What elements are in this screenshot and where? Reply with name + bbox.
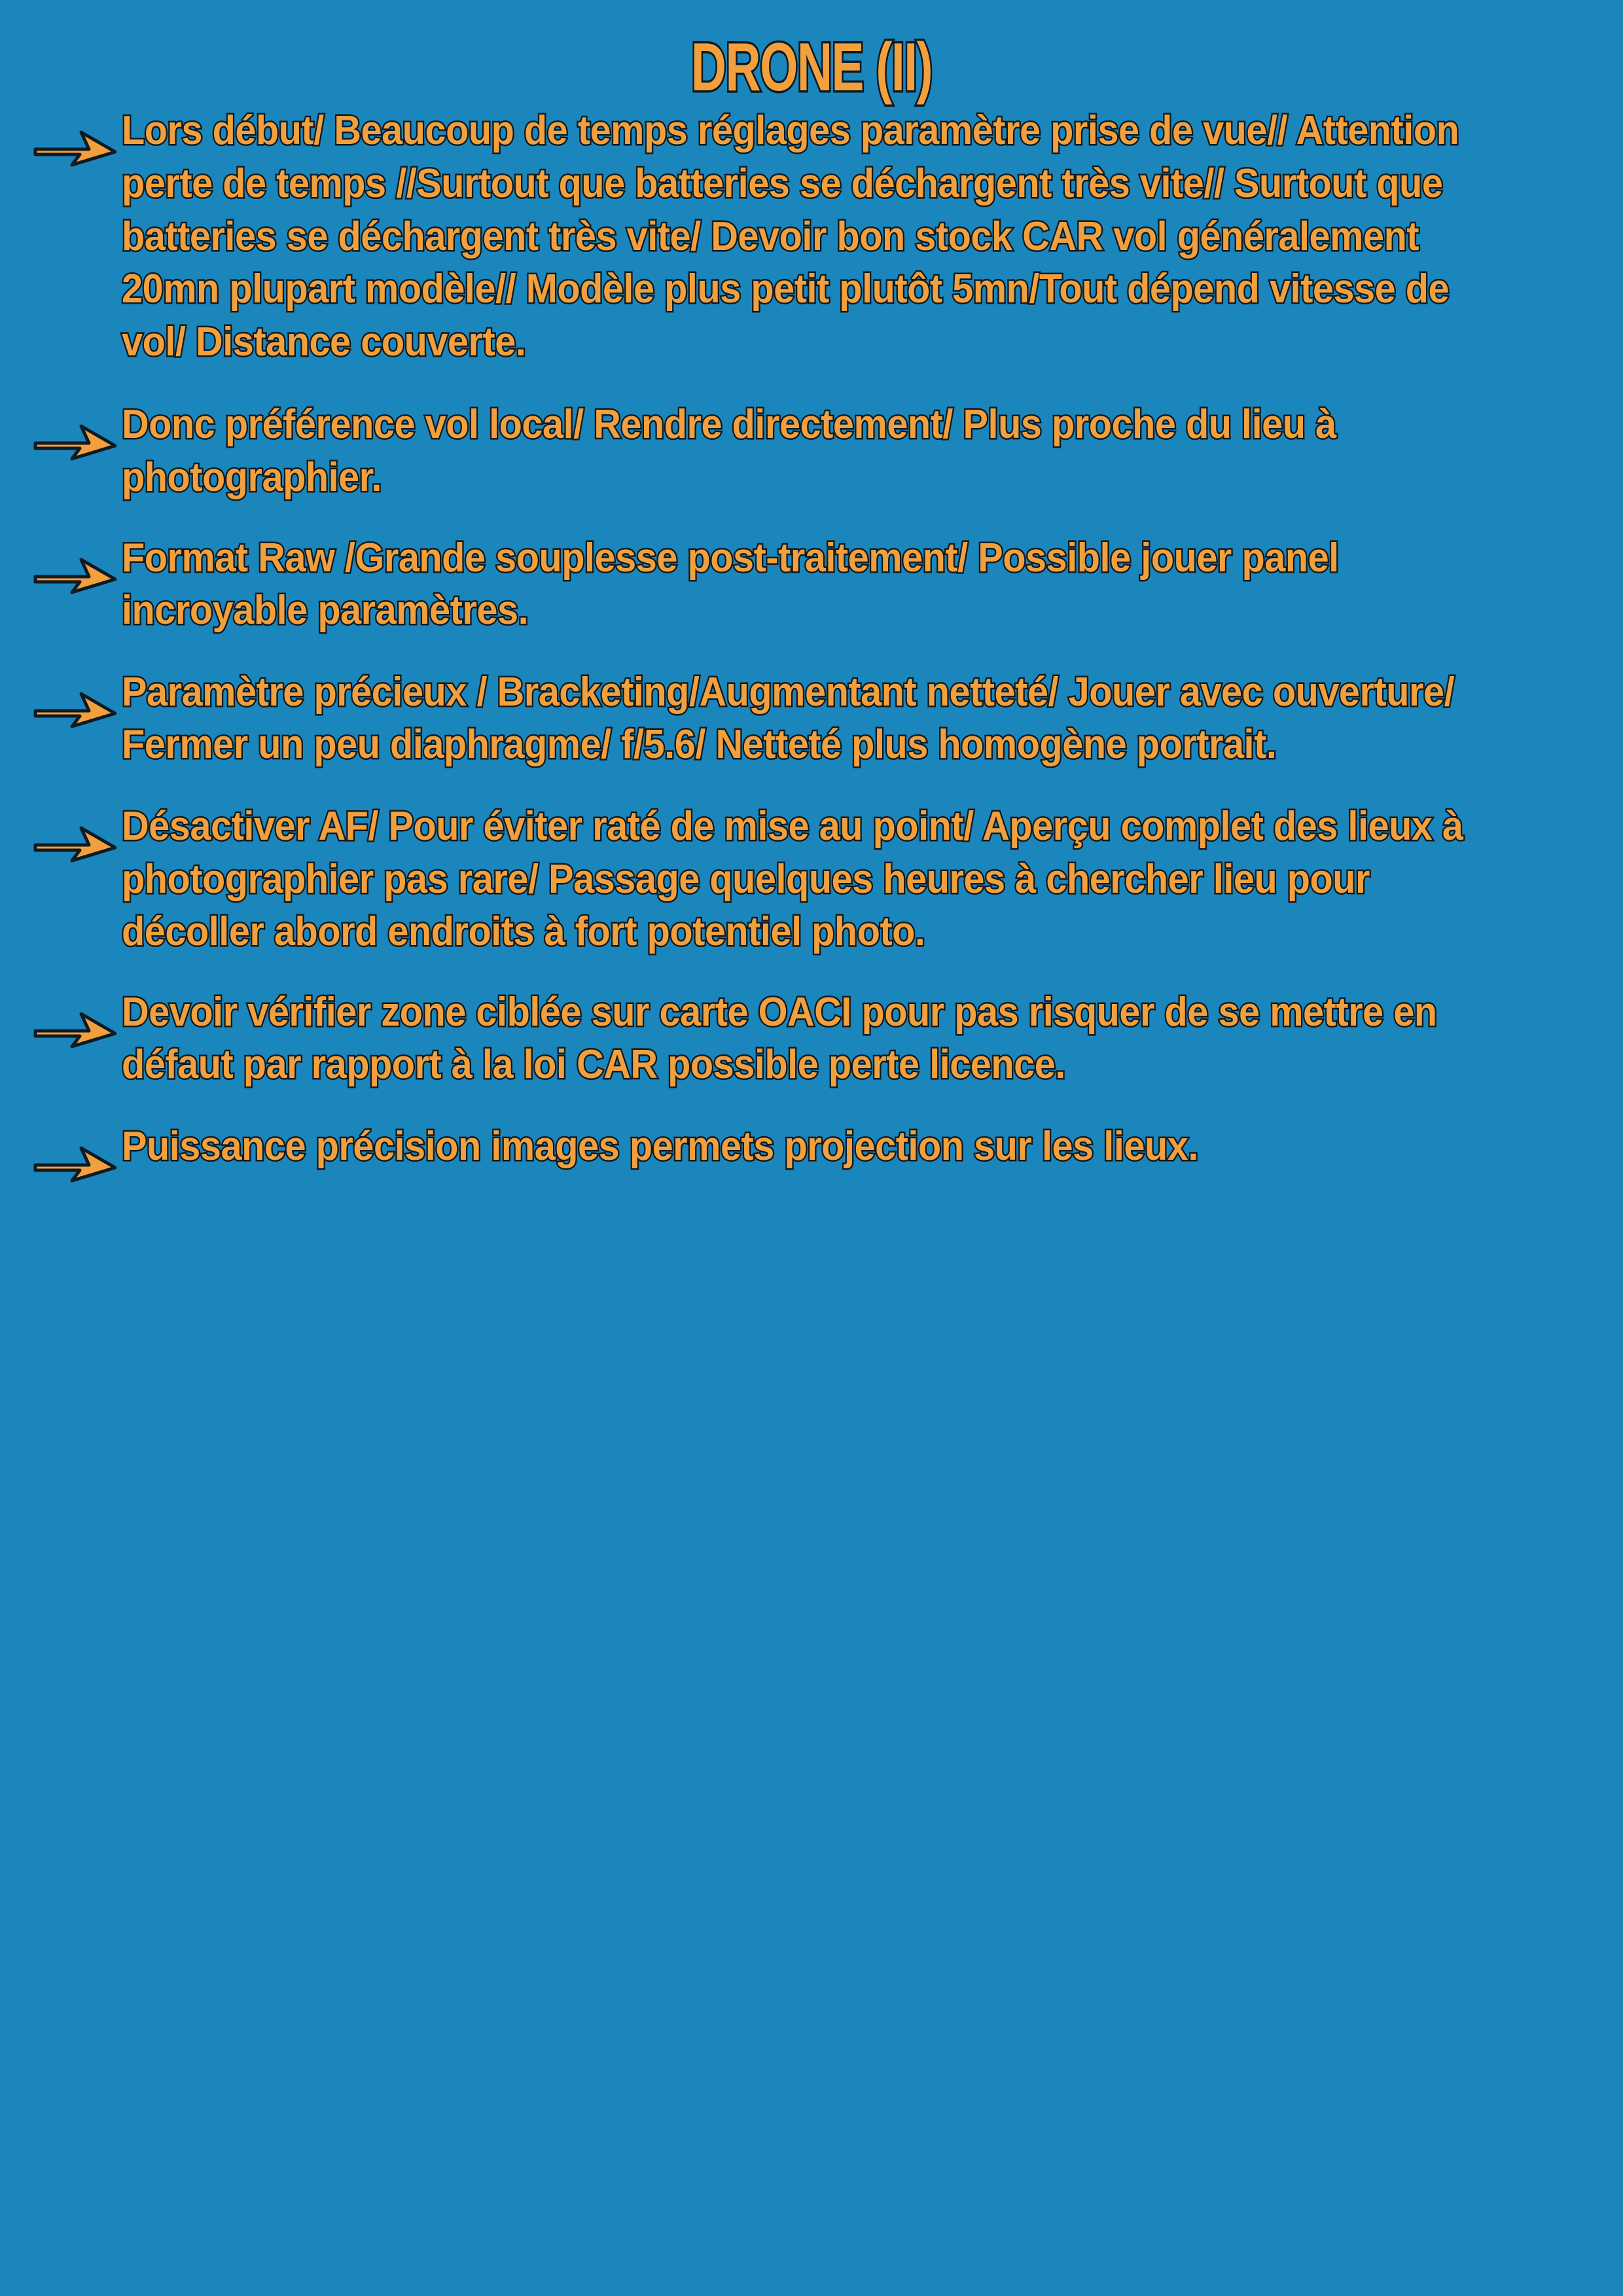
arrow-right-icon	[33, 678, 116, 729]
list-item	[33, 986, 1587, 1092]
bullet-text: Devoir vérifier zone ciblée sur carte OACI pour pas risquer de se mettre en défaut par rapport à la loi CAR possible perte licence.	[122, 989, 1437, 1088]
arrow-right-icon	[33, 117, 116, 168]
list-item	[33, 666, 1587, 772]
arrow-right-icon	[33, 1132, 116, 1183]
arrow-right-icon	[33, 544, 116, 595]
list-item	[33, 105, 1587, 368]
arrow-right-icon	[33, 998, 116, 1049]
bullet-text: Format Raw /Grande souplesse post-traitement/ Possible jouer panel incroyable paramètres.	[122, 535, 1339, 634]
list-item	[33, 1121, 1587, 1183]
bullet-text: Puissance précision images permets projection sur les lieux.	[122, 1123, 1198, 1169]
bullet-text: Paramètre précieux / Bracketing/Augmentant netteté/ Jouer avec ouverture/ Fermer un peu diaphragme/ f/5.6/ Netteté plus homogène portrait.	[122, 669, 1455, 768]
bullet-list	[0, 105, 1623, 1183]
bullet-text: Désactiver AF/ Pour éviter raté de mise au point/ Aperçu complet des lieux à photographier pas rare/ Passage quelques heures à chercher lieu pour décoller abord endroits à fort potentiel photo.	[122, 803, 1463, 955]
arrow-right-icon	[33, 812, 116, 863]
bullet-text: Lors début/ Beaucoup de temps réglages paramètre prise de vue// Attention perte de temps //Surtout que batteries se déchargent très vite// Surtout que batteries se déchargent très vite/ Devoir bon stock CAR vol généralement 20mn plupart modèle// Modèle plus petit plutôt 5mn/Tout dépend vitesse de vol/ Distance couverte.	[122, 108, 1459, 365]
page-title: DRONE (II)	[690, 29, 933, 105]
list-item	[33, 399, 1587, 504]
list-item	[33, 800, 1587, 959]
list-item	[33, 532, 1587, 637]
arrow-right-icon	[33, 410, 116, 461]
bullet-text: Donc préférence vol local/ Rendre directement/ Plus proche du lieu à photographier.	[122, 402, 1336, 500]
